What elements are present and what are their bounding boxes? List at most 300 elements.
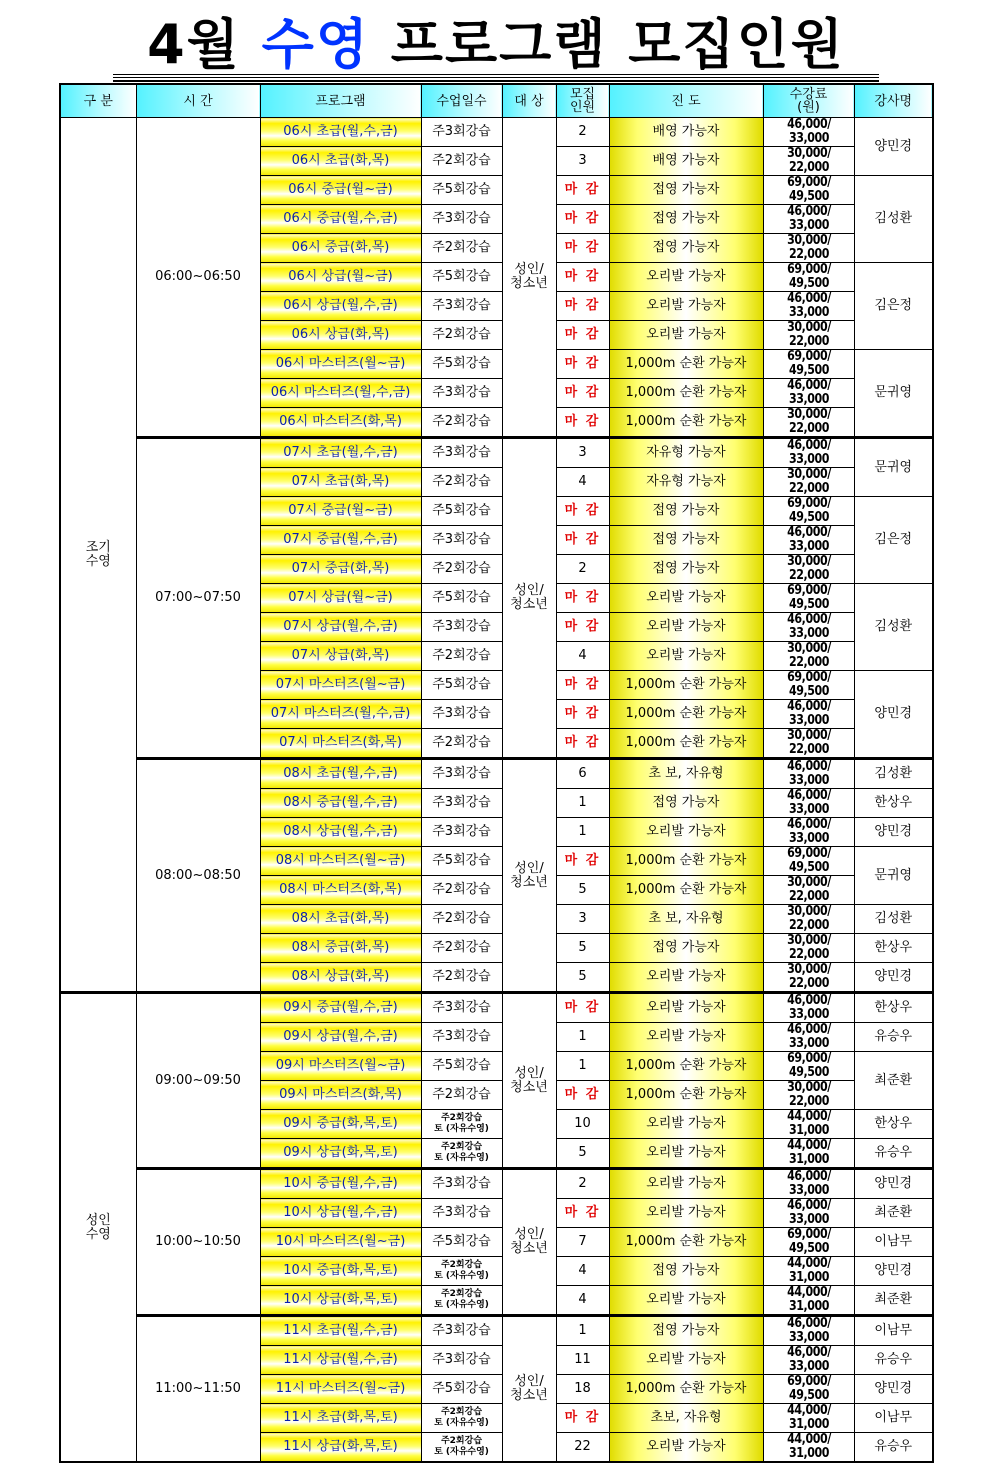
closed-badge: 마 감 (556, 1199, 609, 1228)
quota-cell: 4 (556, 1257, 609, 1286)
fee-line: 69,000/ (786, 175, 831, 190)
fee-cell (763, 1110, 854, 1139)
fee-line: 30,000/ (786, 728, 831, 743)
quota-cell: 3 (556, 438, 609, 468)
fee-cell (763, 1228, 854, 1257)
days-cell: 주5회강습 (421, 263, 502, 292)
quota-cell: 6 (556, 759, 609, 789)
level-cell: 자유형 가능자 (609, 468, 763, 497)
fee-line: 22,000 (788, 334, 829, 349)
program-cell: 06시 상급(화,목) (260, 321, 421, 350)
quota-cell: 7 (556, 1228, 609, 1257)
program-cell: 06시 초급(월,수,금) (260, 118, 421, 147)
target-cell: 성인/ 청소년 (502, 118, 556, 438)
closed-badge: 마 감 (556, 613, 609, 642)
fee-cell (763, 147, 854, 176)
fee-line: 46,000/ (786, 699, 831, 714)
fee-cell (763, 1316, 854, 1346)
fee-line: 30,000/ (786, 407, 831, 422)
days-cell: 주2회강습 (421, 468, 502, 497)
days-cell: 주3회강습 (421, 526, 502, 555)
header-quota: 모집 인원 (556, 84, 609, 118)
days-line: 주2회강습 (440, 1407, 483, 1417)
instructor-cell: 김성환 (854, 176, 933, 263)
days-cell (421, 1433, 502, 1463)
instructor-cell: 최준환 (854, 1286, 933, 1316)
days-cell: 주5회강습 (421, 350, 502, 379)
level-cell: 오리발 가능자 (609, 993, 763, 1023)
instructor-cell: 한상우 (854, 934, 933, 963)
instructor-cell: 문귀영 (854, 847, 933, 905)
instructor-cell: 유승우 (854, 1346, 933, 1375)
program-cell: 07시 상급(화,목) (260, 642, 421, 671)
fee-cell (763, 789, 854, 818)
fee-cell (763, 1023, 854, 1052)
quota-cell: 1 (556, 1023, 609, 1052)
time-cell: 10:00~10:50 (136, 1169, 260, 1316)
days-cell: 주3회강습 (421, 759, 502, 789)
fee-cell (763, 526, 854, 555)
fee-line: 22,000 (788, 918, 829, 933)
level-cell: 오리발 가능자 (609, 1346, 763, 1375)
fee-line: 33,000 (788, 1183, 829, 1198)
table-row (60, 1316, 933, 1346)
fee-line: 33,000 (788, 626, 829, 641)
program-cell: 08시 상급(월,수,금) (260, 818, 421, 847)
header-fee: 수강료 (원) (763, 84, 854, 118)
quota-cell: 3 (556, 905, 609, 934)
fee-line: 46,000/ (786, 204, 831, 219)
instructor-cell: 이남무 (854, 1228, 933, 1257)
fee-line: 22,000 (788, 889, 829, 904)
level-cell: 오리발 가능자 (609, 613, 763, 642)
program-cell: 10시 상급(월,수,금) (260, 1199, 421, 1228)
fee-line: 69,000/ (786, 349, 831, 364)
fee-line: 33,000 (788, 1359, 829, 1374)
fee-cell (763, 1346, 854, 1375)
level-cell: 1,000m 순환 가능자 (609, 847, 763, 876)
fee-line: 46,000/ (786, 817, 831, 832)
fee-line: 33,000 (788, 773, 829, 788)
level-cell: 오리발 가능자 (609, 818, 763, 847)
days-cell: 주3회강습 (421, 1346, 502, 1375)
fee-line: 33,000 (788, 218, 829, 233)
fee-line: 22,000 (788, 247, 829, 262)
program-cell: 06시 중급(월,수,금) (260, 205, 421, 234)
target-cell: 성인/ 청소년 (502, 1316, 556, 1463)
program-cell: 08시 중급(화,목) (260, 934, 421, 963)
quota-cell: 11 (556, 1346, 609, 1375)
closed-badge: 마 감 (556, 205, 609, 234)
fee-line: 33,000 (788, 1212, 829, 1227)
closed-badge: 마 감 (556, 1081, 609, 1110)
closed-badge: 마 감 (556, 993, 609, 1023)
closed-badge: 마 감 (556, 379, 609, 408)
quota-cell: 4 (556, 642, 609, 671)
instructor-cell: 유승우 (854, 1433, 933, 1463)
program-cell: 07시 마스터즈(화,목) (260, 729, 421, 759)
days-cell (421, 1286, 502, 1316)
fee-line: 44,000/ (786, 1109, 831, 1124)
fee-cell (763, 876, 854, 905)
program-cell: 09시 상급(월,수,금) (260, 1023, 421, 1052)
level-cell: 1,000m 순환 가능자 (609, 729, 763, 759)
program-cell: 09시 상급(화,목,토) (260, 1139, 421, 1169)
days-cell: 주3회강습 (421, 818, 502, 847)
fee-line: 30,000/ (786, 554, 831, 569)
category-cell: 성인 수영 (60, 993, 136, 1463)
fee-line: 22,000 (788, 160, 829, 175)
days-line: 주2회강습 (440, 1289, 483, 1299)
time-cell: 06:00~06:50 (136, 118, 260, 438)
fee-line: 69,000/ (786, 496, 831, 511)
instructor-cell: 김은정 (854, 263, 933, 350)
fee-line: 31,000 (788, 1446, 829, 1461)
fee-cell (763, 642, 854, 671)
program-cell: 11시 초급(월,수,금) (260, 1316, 421, 1346)
days-cell: 주2회강습 (421, 234, 502, 263)
fee-cell (763, 1052, 854, 1081)
target-cell: 성인/ 청소년 (502, 993, 556, 1169)
program-cell: 10시 중급(월,수,금) (260, 1169, 421, 1199)
fee-line: 46,000/ (786, 612, 831, 627)
fee-line: 46,000/ (786, 788, 831, 803)
fee-line: 46,000/ (786, 291, 831, 306)
days-cell: 주5회강습 (421, 671, 502, 700)
fee-line: 31,000 (788, 1417, 829, 1432)
days-cell: 주5회강습 (421, 176, 502, 205)
category-cell: 조기 수영 (60, 118, 136, 993)
fee-line: 46,000/ (786, 525, 831, 540)
fee-cell (763, 1257, 854, 1286)
fee-line: 46,000/ (786, 438, 831, 453)
fee-line: 30,000/ (786, 641, 831, 656)
fee-cell (763, 613, 854, 642)
fee-cell (763, 1375, 854, 1404)
page-title (0, 14, 992, 76)
instructor-cell: 양민경 (854, 118, 933, 176)
instructor-cell: 문귀영 (854, 438, 933, 497)
fee-line: 22,000 (788, 976, 829, 991)
days-line: 주2회강습 (440, 1260, 483, 1270)
fee-line: 49,500 (788, 363, 829, 378)
fee-line: 22,000 (788, 655, 829, 670)
days-cell: 주3회강습 (421, 1199, 502, 1228)
days-cell: 주2회강습 (421, 147, 502, 176)
program-cell: 06시 마스터즈(월~금) (260, 350, 421, 379)
level-cell: 접영 가능자 (609, 555, 763, 584)
title-underline (113, 80, 879, 82)
instructor-cell: 양민경 (854, 1375, 933, 1404)
fee-line: 46,000/ (786, 1022, 831, 1037)
table-row (60, 1169, 933, 1199)
fee-line: 31,000 (788, 1270, 829, 1285)
table-row (60, 993, 933, 1023)
level-cell: 배영 가능자 (609, 118, 763, 147)
days-cell: 주5회강습 (421, 497, 502, 526)
program-cell: 07시 상급(월,수,금) (260, 613, 421, 642)
title-accent: 수영 (261, 13, 370, 76)
title-underline (113, 77, 879, 78)
quota-cell: 5 (556, 934, 609, 963)
quota-cell: 18 (556, 1375, 609, 1404)
level-cell: 접영 가능자 (609, 526, 763, 555)
level-cell: 1,000m 순환 가능자 (609, 379, 763, 408)
days-line: 토 (자유수영) (434, 1271, 489, 1281)
closed-badge: 마 감 (556, 671, 609, 700)
level-cell: 오리발 가능자 (609, 1169, 763, 1199)
fee-line: 31,000 (788, 1299, 829, 1314)
title-underline (113, 74, 879, 75)
program-cell: 07시 중급(화,목) (260, 555, 421, 584)
fee-line: 22,000 (788, 421, 829, 436)
instructor-cell: 김성환 (854, 905, 933, 934)
days-cell: 주3회강습 (421, 700, 502, 729)
program-cell: 08시 초급(월,수,금) (260, 759, 421, 789)
time-cell: 11:00~11:50 (136, 1316, 260, 1463)
days-cell: 주3회강습 (421, 789, 502, 818)
fee-line: 49,500 (788, 1065, 829, 1080)
fee-cell (763, 408, 854, 438)
instructor-cell: 양민경 (854, 1257, 933, 1286)
instructor-cell: 최준환 (854, 1052, 933, 1110)
days-line: 토 (자유수영) (434, 1124, 489, 1134)
days-line: 토 (자유수영) (434, 1447, 489, 1457)
instructor-cell: 양민경 (854, 963, 933, 993)
quota-cell: 3 (556, 147, 609, 176)
fee-line: 49,500 (788, 860, 829, 875)
fee-line: 49,500 (788, 684, 829, 699)
days-cell: 주5회강습 (421, 847, 502, 876)
fee-line: 33,000 (788, 1036, 829, 1051)
instructor-cell: 문귀영 (854, 350, 933, 438)
fee-cell (763, 497, 854, 526)
instructor-cell: 김성환 (854, 759, 933, 789)
table-header-row (60, 84, 933, 118)
fee-line: 46,000/ (786, 759, 831, 774)
level-cell: 오리발 가능자 (609, 1139, 763, 1169)
program-cell: 10시 마스터즈(월~금) (260, 1228, 421, 1257)
fee-cell (763, 1433, 854, 1463)
level-cell: 오리발 가능자 (609, 642, 763, 671)
days-cell: 주3회강습 (421, 118, 502, 147)
table-row (60, 438, 933, 468)
days-line: 주2회강습 (440, 1142, 483, 1152)
program-cell: 09시 중급(월,수,금) (260, 993, 421, 1023)
fee-line: 69,000/ (786, 262, 831, 277)
fee-line: 46,000/ (786, 1169, 831, 1184)
fee-cell (763, 350, 854, 379)
days-cell: 주3회강습 (421, 205, 502, 234)
level-cell: 접영 가능자 (609, 205, 763, 234)
fee-line: 33,000 (788, 131, 829, 146)
level-cell: 오리발 가능자 (609, 1433, 763, 1463)
level-cell: 오리발 가능자 (609, 321, 763, 350)
quota-cell: 4 (556, 1286, 609, 1316)
quota-cell: 2 (556, 118, 609, 147)
program-cell: 08시 중급(월,수,금) (260, 789, 421, 818)
fee-line: 33,000 (788, 831, 829, 846)
header-category: 구 분 (60, 84, 136, 118)
table-body (60, 118, 933, 1463)
days-cell: 주2회강습 (421, 555, 502, 584)
fee-cell (763, 1169, 854, 1199)
fee-line: 44,000/ (786, 1403, 831, 1418)
fee-line: 49,500 (788, 189, 829, 204)
fee-cell (763, 292, 854, 321)
instructor-cell: 양민경 (854, 671, 933, 759)
level-cell: 1,000m 순환 가능자 (609, 1228, 763, 1257)
days-line: 주2회강습 (440, 1436, 483, 1446)
header-instructor: 강사명 (854, 84, 933, 118)
table-row (60, 759, 933, 789)
program-cell: 09시 마스터즈(월~금) (260, 1052, 421, 1081)
fee-line: 33,000 (788, 392, 829, 407)
closed-badge: 마 감 (556, 292, 609, 321)
target-cell: 성인/ 청소년 (502, 438, 556, 759)
closed-badge: 마 감 (556, 497, 609, 526)
days-cell (421, 1139, 502, 1169)
program-cell: 08시 초급(화,목) (260, 905, 421, 934)
quota-cell: 10 (556, 1110, 609, 1139)
days-cell: 주5회강습 (421, 584, 502, 613)
quota-cell: 1 (556, 1316, 609, 1346)
fee-cell (763, 847, 854, 876)
header-target: 대 상 (502, 84, 556, 118)
days-line: 토 (자유수영) (434, 1153, 489, 1163)
days-cell: 주2회강습 (421, 321, 502, 350)
target-cell: 성인/ 청소년 (502, 759, 556, 993)
fee-line: 33,000 (788, 713, 829, 728)
quota-cell: 22 (556, 1433, 609, 1463)
fee-line: 44,000/ (786, 1256, 831, 1271)
fee-cell (763, 671, 854, 700)
level-cell: 접영 가능자 (609, 497, 763, 526)
days-cell: 주3회강습 (421, 613, 502, 642)
program-cell: 07시 마스터즈(월,수,금) (260, 700, 421, 729)
fee-line: 30,000/ (786, 146, 831, 161)
fee-cell (763, 759, 854, 789)
closed-badge: 마 감 (556, 234, 609, 263)
fee-cell (763, 379, 854, 408)
instructor-cell: 이남무 (854, 1404, 933, 1433)
fee-cell (763, 468, 854, 497)
fee-line: 46,000/ (786, 1316, 831, 1331)
days-cell: 주3회강습 (421, 292, 502, 321)
fee-line: 31,000 (788, 1152, 829, 1167)
instructor-cell: 유승우 (854, 1139, 933, 1169)
table-row (60, 118, 933, 147)
title-month: 4월 (147, 13, 241, 76)
days-cell: 주3회강습 (421, 993, 502, 1023)
instructor-cell: 최준환 (854, 1199, 933, 1228)
level-cell: 오리발 가능자 (609, 1199, 763, 1228)
program-cell: 09시 마스터즈(화,목) (260, 1081, 421, 1110)
program-cell: 11시 마스터즈(월~금) (260, 1375, 421, 1404)
fee-line: 33,000 (788, 1330, 829, 1345)
program-cell: 07시 초급(화,목) (260, 468, 421, 497)
days-cell: 주2회강습 (421, 729, 502, 759)
days-cell: 주3회강습 (421, 379, 502, 408)
instructor-cell: 김은정 (854, 497, 933, 584)
fee-cell (763, 234, 854, 263)
fee-cell (763, 438, 854, 468)
fee-line: 69,000/ (786, 670, 831, 685)
program-cell: 07시 상급(월~금) (260, 584, 421, 613)
days-cell: 주2회강습 (421, 963, 502, 993)
program-cell: 06시 중급(화,목) (260, 234, 421, 263)
program-cell: 07시 중급(월~금) (260, 497, 421, 526)
program-cell: 09시 중급(화,목,토) (260, 1110, 421, 1139)
fee-line: 31,000 (788, 1123, 829, 1138)
days-line: 토 (자유수영) (434, 1300, 489, 1310)
instructor-cell: 양민경 (854, 818, 933, 847)
instructor-cell: 김성환 (854, 584, 933, 671)
fee-line: 30,000/ (786, 933, 831, 948)
quota-cell: 4 (556, 468, 609, 497)
level-cell: 오리발 가능자 (609, 1023, 763, 1052)
days-cell: 주3회강습 (421, 1023, 502, 1052)
fee-line: 46,000/ (786, 1345, 831, 1360)
fee-line: 22,000 (788, 742, 829, 757)
fee-cell (763, 176, 854, 205)
level-cell: 1,000m 순환 가능자 (609, 408, 763, 438)
fee-line: 33,000 (788, 802, 829, 817)
fee-line: 46,000/ (786, 117, 831, 132)
fee-cell (763, 993, 854, 1023)
title-rest: 프로그램 모집인원 (390, 13, 845, 76)
days-cell: 주3회강습 (421, 438, 502, 468)
days-cell: 주2회강습 (421, 1081, 502, 1110)
quota-cell: 1 (556, 1052, 609, 1081)
fee-cell (763, 1081, 854, 1110)
fee-cell (763, 584, 854, 613)
days-line: 토 (자유수영) (434, 1418, 489, 1428)
fee-line: 30,000/ (786, 233, 831, 248)
level-cell: 접영 가능자 (609, 1316, 763, 1346)
days-cell: 주3회강습 (421, 1169, 502, 1199)
fee-line: 49,500 (788, 1241, 829, 1256)
time-cell: 07:00~07:50 (136, 438, 260, 759)
fee-line: 46,000/ (786, 1198, 831, 1213)
fee-line: 33,000 (788, 1007, 829, 1022)
level-cell: 초보, 자유형 (609, 1404, 763, 1433)
fee-line: 22,000 (788, 568, 829, 583)
closed-badge: 마 감 (556, 263, 609, 292)
program-cell: 07시 초급(월,수,금) (260, 438, 421, 468)
days-cell: 주5회강습 (421, 1228, 502, 1257)
fee-cell (763, 118, 854, 147)
fee-line: 49,500 (788, 510, 829, 525)
fee-line: 46,000/ (786, 378, 831, 393)
instructor-cell: 한상우 (854, 789, 933, 818)
level-cell: 오리발 가능자 (609, 1286, 763, 1316)
quota-cell: 5 (556, 876, 609, 905)
target-cell: 성인/ 청소년 (502, 1169, 556, 1316)
level-cell: 초 보, 자유형 (609, 905, 763, 934)
level-cell: 접영 가능자 (609, 789, 763, 818)
days-cell: 주2회강습 (421, 408, 502, 438)
fee-line: 30,000/ (786, 962, 831, 977)
fee-cell (763, 205, 854, 234)
program-cell: 08시 마스터즈(화,목) (260, 876, 421, 905)
fee-line: 69,000/ (786, 1051, 831, 1066)
closed-badge: 마 감 (556, 350, 609, 379)
fee-line: 49,500 (788, 1388, 829, 1403)
fee-line: 30,000/ (786, 875, 831, 890)
level-cell: 1,000m 순환 가능자 (609, 876, 763, 905)
level-cell: 배영 가능자 (609, 147, 763, 176)
